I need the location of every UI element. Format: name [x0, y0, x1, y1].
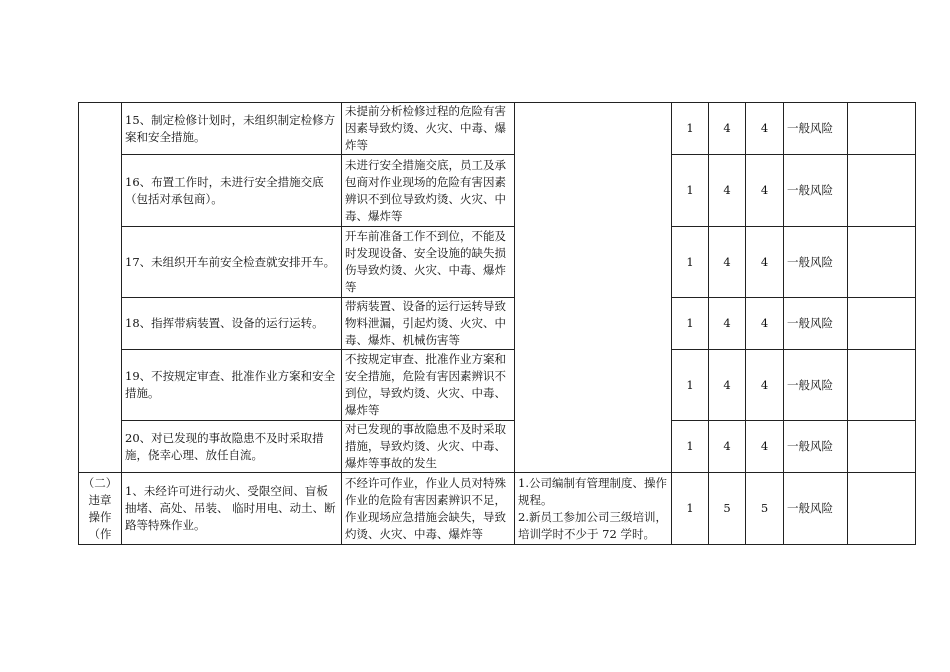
hazard-item: 16、布置工作时，未进行安全措施交底（包括对承包商）。 [122, 155, 342, 227]
hazard-consequence: 不经许可作业，作业人员对特殊作业的危险有害因素辨识不足，作业现场应急措施会缺失，导致灼烫、火灾、中毒、爆炸等 [342, 473, 515, 545]
control-measures-cell-empty [515, 103, 672, 473]
hazard-consequence: 带病装置、设备的运行运转导致物料泄漏，引起灼烫、火灾、中毒、爆炸、机械伤害等 [342, 298, 515, 350]
score-d: 4 [746, 350, 784, 421]
risk-level: 一般风险 [784, 473, 848, 545]
risk-level: 一般风险 [784, 421, 848, 473]
hazard-item: 17、未组织开车前安全检查就安排开车。 [122, 227, 342, 298]
hazard-consequence: 未提前分析检修过程的危险有害因素导致灼烫、火灾、中毒、爆炸等 [342, 103, 515, 155]
score-d: 4 [746, 103, 784, 155]
risk-level: 一般风险 [784, 227, 848, 298]
score-e: 4 [709, 155, 746, 227]
hazard-consequence: 不按规定审查、批准作业方案和安全措施，危险有害因素辨识不到位，导致灼烫、火灾、中毒、爆炸等 [342, 350, 515, 421]
score-d: 4 [746, 155, 784, 227]
category-line: 操作 [88, 509, 112, 524]
score-l: 1 [672, 155, 709, 227]
score-e: 4 [709, 350, 746, 421]
category-label [79, 473, 122, 545]
score-e: 5 [709, 473, 746, 545]
measure-line: 2.新员工参加公司三级培训，培训学时不少于 72 学时。 [518, 509, 667, 541]
risk-assessment-table [78, 102, 916, 545]
risk-level: 一般风险 [784, 350, 848, 421]
score-l: 1 [672, 421, 709, 473]
category-line: 违章 [88, 492, 112, 507]
score-l: 1 [672, 473, 709, 545]
score-e: 4 [709, 298, 746, 350]
hazard-consequence: 未进行安全措施交底，员工及承包商对作业现场的危险有害因素辨识不到位导致灼烫、火灾、中毒、爆炸等 [342, 155, 515, 227]
table-row [79, 103, 916, 155]
score-e: 4 [709, 421, 746, 473]
note-cell [848, 298, 916, 350]
category-line: （二） [82, 475, 118, 490]
hazard-item: 1、未经许可进行动火、受限空间、盲板抽堵、高处、吊装、 临时用电、动土、断路等特殊作业。 [122, 473, 342, 545]
risk-level: 一般风险 [784, 298, 848, 350]
score-l: 1 [672, 298, 709, 350]
table-row [79, 473, 916, 545]
note-cell [848, 421, 916, 473]
risk-level: 一般风险 [784, 155, 848, 227]
score-l: 1 [672, 227, 709, 298]
hazard-item: 19、不按规定审查、批准作业方案和安全措施。 [122, 350, 342, 421]
table-row [79, 227, 916, 298]
note-cell [848, 350, 916, 421]
score-e: 4 [709, 103, 746, 155]
hazard-item: 20、对已发现的事故隐患不及时采取措施，侥幸心理、放任自流。 [122, 421, 342, 473]
hazard-consequence: 对已发现的事故隐患不及时采取措施，导致灼烫、火灾、中毒、爆炸等事故的发生 [342, 421, 515, 473]
table-row [79, 155, 916, 227]
note-cell [848, 155, 916, 227]
score-d: 4 [746, 227, 784, 298]
score-d: 4 [746, 421, 784, 473]
category-cell-empty [79, 103, 122, 473]
score-d: 5 [746, 473, 784, 545]
note-cell [848, 103, 916, 155]
note-cell [848, 227, 916, 298]
note-cell [848, 473, 916, 545]
score-e: 4 [709, 227, 746, 298]
table-row [79, 350, 916, 421]
control-measures [515, 473, 672, 545]
measure-line: 1.公司编制有管理制度、操作规程。 [518, 475, 667, 507]
hazard-item: 18、指挥带病装置、设备的运行运转。 [122, 298, 342, 350]
hazard-consequence: 开车前准备工作不到位，不能及时发现设备、安全设施的缺失损伤导致灼烫、火灾、中毒、爆炸等 [342, 227, 515, 298]
table-row [79, 421, 916, 473]
score-l: 1 [672, 350, 709, 421]
category-line: （作 [88, 526, 112, 541]
table-row [79, 298, 916, 350]
score-l: 1 [672, 103, 709, 155]
risk-level: 一般风险 [784, 103, 848, 155]
hazard-item: 15、制定检修计划时，未组织制定检修方案和安全措施。 [122, 103, 342, 155]
score-d: 4 [746, 298, 784, 350]
